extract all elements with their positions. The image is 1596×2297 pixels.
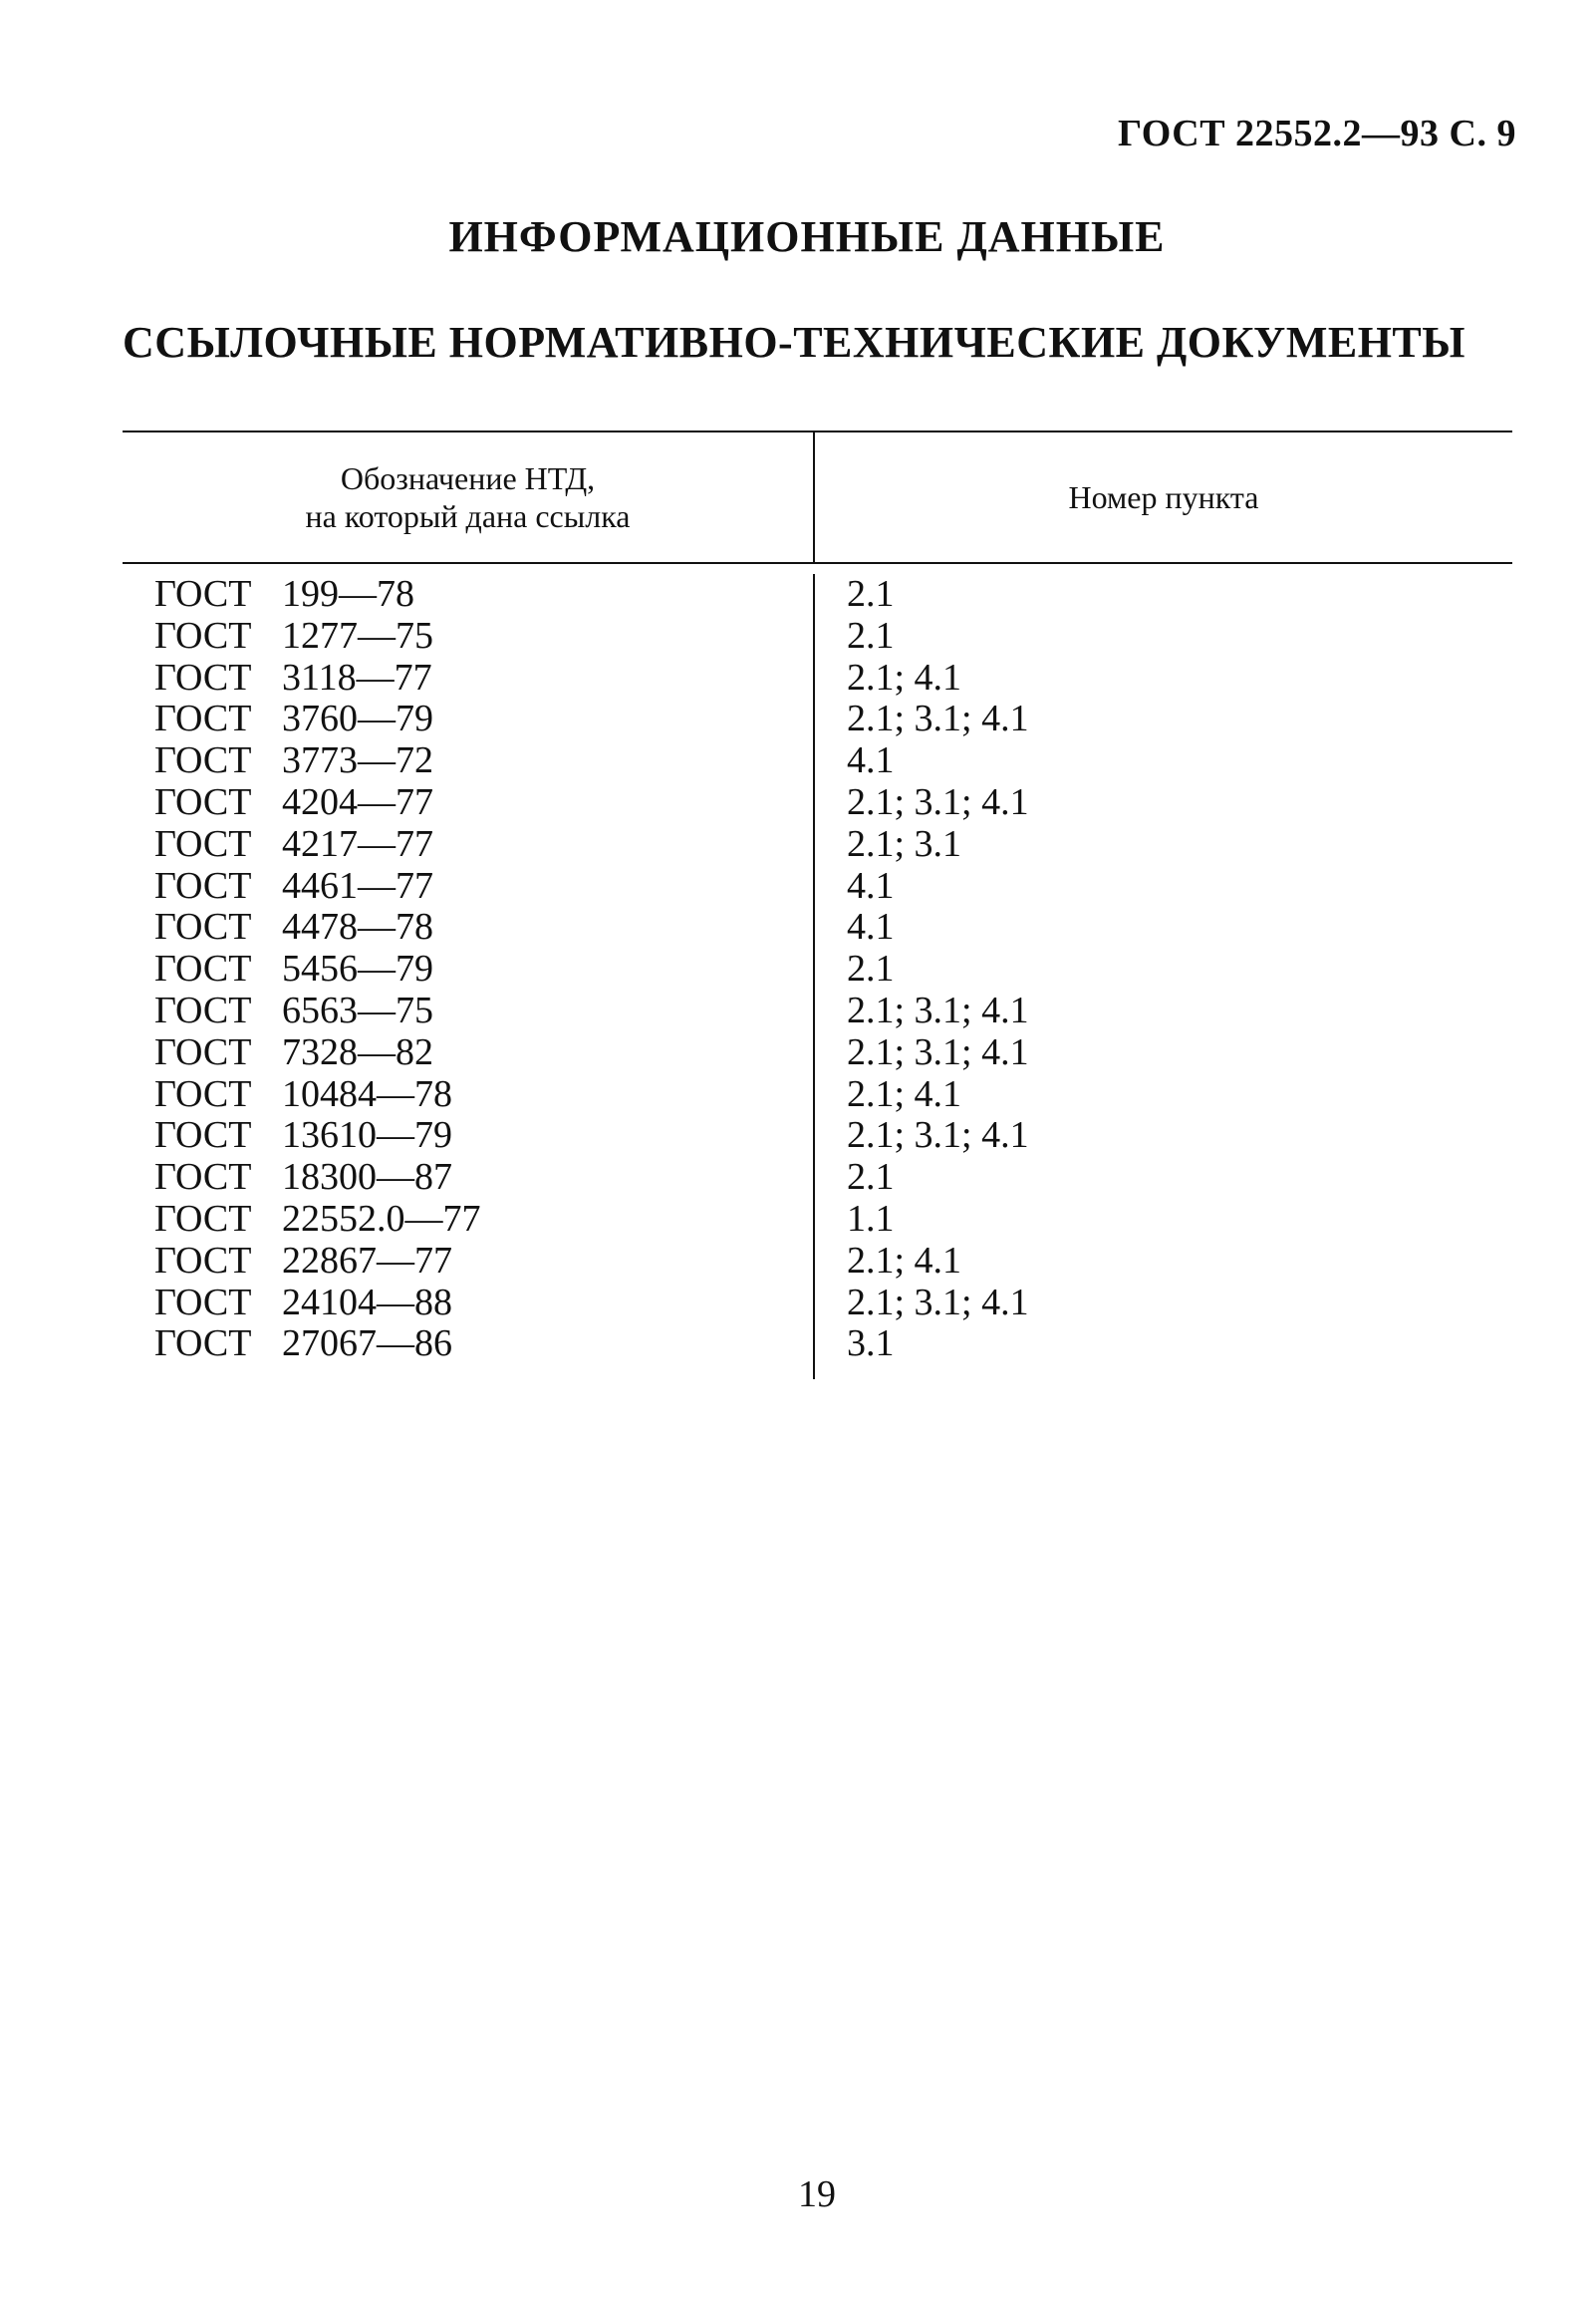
table-row-designation <box>123 1157 813 1199</box>
gost-number: 27067—86 <box>282 1322 452 1365</box>
table-row-designation <box>123 991 813 1032</box>
page-number: 19 <box>798 2173 836 2215</box>
table-row-item-numbers: 2.1; 3.1; 4.1 <box>847 1030 1029 1073</box>
table-row-designation <box>123 1241 813 1283</box>
gost-prefix: ГОСТ <box>154 656 252 699</box>
gost-prefix: ГОСТ <box>154 1156 252 1199</box>
gost-number: 4461—77 <box>282 864 433 907</box>
table-row-designation <box>123 1074 813 1116</box>
header-item-number: Номер пункта <box>1068 479 1259 515</box>
table-row-item-numbers: 3.1 <box>847 1322 895 1365</box>
table-row-designation <box>123 616 813 658</box>
table-row-item-numbers: 2.1; 3.1; 4.1 <box>847 1281 1029 1323</box>
table-row-designation <box>123 658 813 700</box>
gost-number: 5456—79 <box>282 948 433 991</box>
gost-prefix: ГОСТ <box>154 698 252 740</box>
table-row-item-numbers: 2.1; 4.1 <box>847 1239 962 1282</box>
gost-prefix: ГОСТ <box>154 739 252 782</box>
header-designation <box>123 432 815 562</box>
table-body <box>123 564 1512 1379</box>
gost-number: 22552.0—77 <box>282 1197 481 1240</box>
gost-number: 4478—78 <box>282 906 433 949</box>
table-row-designation <box>123 782 813 824</box>
table-row-designation <box>123 1115 813 1157</box>
table-row-item-numbers: 2.1; 3.1 <box>847 822 962 865</box>
gost-prefix: ГОСТ <box>154 1072 252 1115</box>
table-row-item-numbers: 2.1 <box>847 573 895 615</box>
gost-number: 1277—75 <box>282 614 433 657</box>
reference-documents-table <box>123 431 1512 1379</box>
designation-column <box>123 574 815 1379</box>
table-row-item-numbers: 2.1 <box>847 1156 895 1199</box>
gost-number: 3760—79 <box>282 698 433 740</box>
section-subtitle: ССЫЛОЧНЫЕ НОРМАТИВНО-ТЕХНИЧЕСКИЕ ДОКУМЕНТЫ <box>123 318 1465 367</box>
table-row-item-numbers: 4.1 <box>847 906 895 949</box>
gost-prefix: ГОСТ <box>154 948 252 991</box>
gost-prefix: ГОСТ <box>154 864 252 907</box>
gost-number: 199—78 <box>282 573 414 615</box>
gost-prefix: ГОСТ <box>154 573 252 615</box>
table-row-item-numbers: 2.1; 4.1 <box>847 1072 962 1115</box>
gost-prefix: ГОСТ <box>154 1030 252 1073</box>
table-row-item-numbers: 2.1; 3.1; 4.1 <box>847 780 1029 823</box>
table-row-designation <box>123 699 813 740</box>
table-row-designation <box>123 574 813 616</box>
section-title: ИНФОРМАЦИОННЫЕ ДАННЫЕ <box>448 212 1166 261</box>
table-row-item-numbers: 4.1 <box>847 739 895 782</box>
gost-number: 13610—79 <box>282 1114 452 1157</box>
page-header-doc-ref: ГОСТ 22552.2—93 С. 9 <box>1118 113 1516 154</box>
gost-prefix: ГОСТ <box>154 614 252 657</box>
item-number-column <box>815 574 1512 1379</box>
table-row-designation <box>123 1323 813 1365</box>
table-row-designation <box>123 1032 813 1074</box>
table-header-row <box>123 432 1512 564</box>
table-row-designation <box>123 824 813 866</box>
gost-number: 6563—75 <box>282 989 433 1031</box>
header-designation-line2: на который дана ссылка <box>305 498 631 534</box>
table-row-item-numbers: 2.1; 3.1; 4.1 <box>847 698 1029 740</box>
gost-prefix: ГОСТ <box>154 1197 252 1240</box>
table-row-item-numbers: 2.1; 3.1; 4.1 <box>847 1114 1029 1157</box>
gost-number: 22867—77 <box>282 1239 452 1282</box>
gost-number: 10484—78 <box>282 1072 452 1115</box>
table-row-designation <box>123 1199 813 1241</box>
table-row-designation <box>123 949 813 991</box>
gost-number: 4217—77 <box>282 822 433 865</box>
gost-prefix: ГОСТ <box>154 822 252 865</box>
table-row-designation <box>123 1283 813 1324</box>
header-designation-line1: Обозначение НТД, <box>340 460 596 496</box>
table-row-designation <box>123 866 813 908</box>
gost-prefix: ГОСТ <box>154 989 252 1031</box>
gost-number: 3773—72 <box>282 739 433 782</box>
table-row-item-numbers: 2.1 <box>847 948 895 991</box>
gost-prefix: ГОСТ <box>154 906 252 949</box>
gost-number: 3118—77 <box>282 656 432 699</box>
table-row-item-numbers: 4.1 <box>847 864 895 907</box>
gost-number: 7328—82 <box>282 1030 433 1073</box>
gost-prefix: ГОСТ <box>154 780 252 823</box>
gost-prefix: ГОСТ <box>154 1322 252 1365</box>
gost-number: 4204—77 <box>282 780 433 823</box>
gost-prefix: ГОСТ <box>154 1281 252 1323</box>
table-row-designation <box>123 740 813 782</box>
table-row-item-numbers: 2.1 <box>847 614 895 657</box>
gost-prefix: ГОСТ <box>154 1239 252 1282</box>
table-row-item-numbers: 1.1 <box>847 1197 895 1240</box>
table-row-item-numbers: 2.1; 3.1; 4.1 <box>847 989 1029 1031</box>
table-row-designation <box>123 907 813 949</box>
gost-number: 18300—87 <box>282 1156 452 1199</box>
gost-number: 24104—88 <box>282 1281 452 1323</box>
gost-prefix: ГОСТ <box>154 1114 252 1157</box>
table-row-item-numbers: 2.1; 4.1 <box>847 656 962 699</box>
